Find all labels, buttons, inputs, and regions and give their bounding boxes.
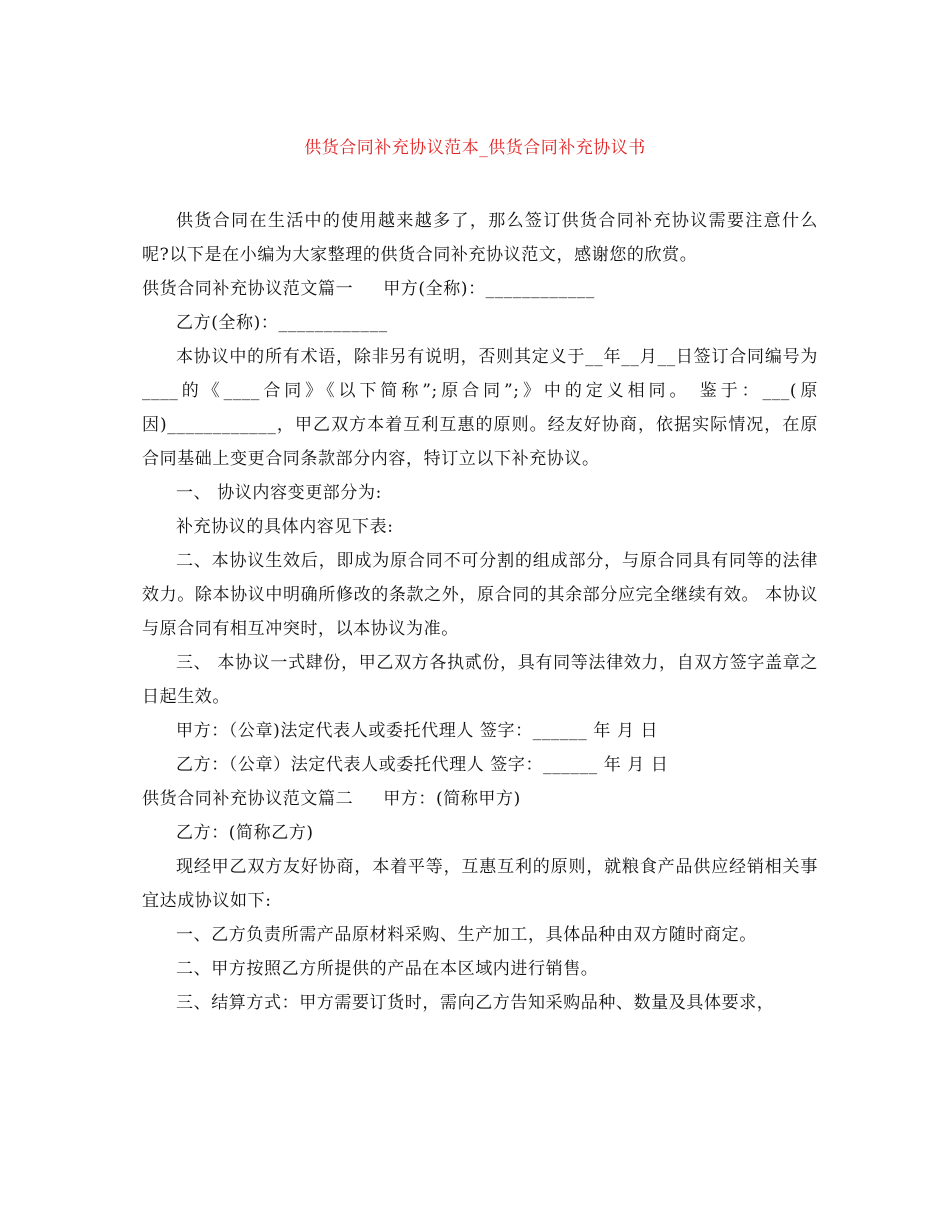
section-1-terms-paragraph: 本协议中的所有术语，除非另有说明，否则其定义于__年__月__日签订合同编号为____的《____合同》《以下简称”;原合同”;》中的定义相同。 鉴于：___(原因)____________，甲乙双方本着互利互惠的原则。经友好协商，依据实际情况，在原合同基础上变更合同条款部分内容，特订立以下补充协议。 [142,347,818,469]
section-1-heading: 供货合同补充协议范文篇一 [142,279,354,299]
document-body [142,204,818,1020]
document-title: 供货合同补充协议范本_供货合同补充协议书 [304,138,646,158]
section-2-intro: 现经甲乙双方友好协商，本着平等，互惠互利的原则，就粮食产品供应经销相关事宜达成协议如下: [142,857,818,911]
section-1-item-1: 一、 协议内容变更部分为: [176,483,382,503]
section-2-item-1: 一、乙方负责所需产品原材料采购、生产加工，具体品种由双方随时商定。 [176,925,757,945]
intro-paragraph: 供货合同在生活中的使用越来越多了，那么签订供货合同补充协议需要注意什么呢?以下是在小编为大家整理的供货合同补充协议范文，感谢您的欣赏。 [142,211,818,265]
section-1-item-2: 二、本协议生效后，即成为原合同不可分割的组成部分，与原合同具有同等的法律效力。除本协议中明确所修改的条款之外，原合同的其余部分应完全继续有效。 本协议与原合同有相互冲突时，以本协议为准。 [142,551,818,639]
section-1-item-3: 三、 本协议一式肆份，甲乙双方各执贰份，具有同等法律效力，自双方签字盖章之日起生效。 [142,653,818,707]
section-1-table-note: 补充协议的具体内容见下表: [176,517,394,537]
section-2-item-2: 二、甲方按照乙方所提供的产品在本区域内进行销售。 [176,959,599,979]
section-1-signature-b: 乙方：（公章）法定代表人或委托代理人 签字：______ 年 月 日 [176,755,669,775]
section-2-party-b: 乙方：(简称乙方) [176,823,314,843]
section-1-party-b: 乙方(全称)：____________ [176,313,388,333]
section-2-party-a: 甲方：(简称甲方) [383,789,521,809]
section-2-heading-line [142,782,818,816]
section-2-item-3: 三、结算方式：甲方需要订货时，需向乙方告知采购品种、数量及具体要求， [176,993,775,1013]
section-1-heading-line [142,272,818,306]
section-1-signature-a: 甲方：（公章)法定代表人或委托代理人 签字：______ 年 月 日 [176,721,659,741]
section-2-heading: 供货合同补充协议范文篇二 [142,789,354,809]
section-1-party-a: 甲方(全称)：____________ [383,279,595,299]
